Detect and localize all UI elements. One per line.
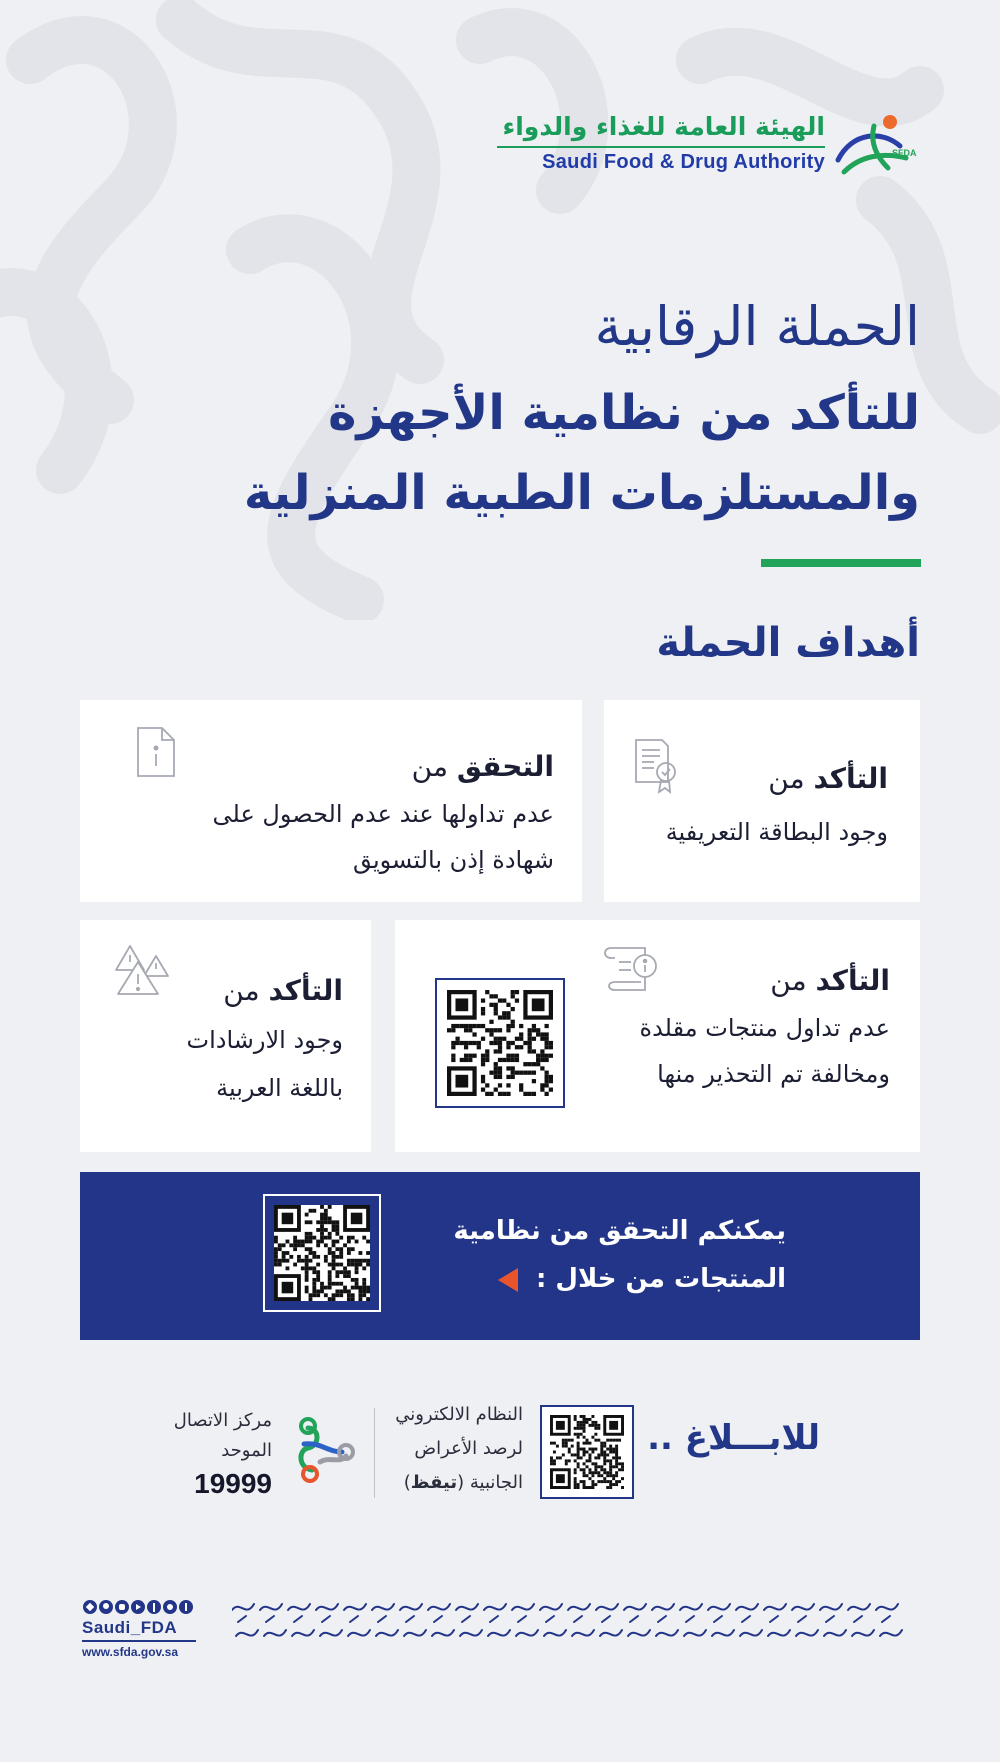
logo-english-name: Saudi Food & Drug Authority xyxy=(542,151,825,173)
wave-pattern-mark xyxy=(876,1604,902,1636)
report-system-line-3 xyxy=(404,1472,523,1493)
tayaqqadh-qr-code[interactable] xyxy=(540,1405,634,1499)
report-label: للابـــلاغ .. xyxy=(647,1418,820,1458)
wave-pattern-mark xyxy=(484,1604,510,1636)
wave-pattern-mark xyxy=(288,1604,314,1636)
verify-products-banner xyxy=(80,1172,920,1340)
goal-card-title-bold: التأكد xyxy=(815,964,890,997)
qr-code-pattern xyxy=(550,1415,624,1489)
wave-pattern-mark xyxy=(708,1604,734,1636)
info-scroll-icon xyxy=(601,944,659,996)
banner-qr-code[interactable] xyxy=(263,1194,381,1312)
wave-pattern-mark xyxy=(568,1604,594,1636)
wave-pattern-mark xyxy=(316,1604,342,1636)
goal-card-title-rest: من xyxy=(411,750,457,783)
goal-card-title-bold: التأكد xyxy=(813,762,888,795)
goal-card-text: عدم تداول منتجات مقلدة xyxy=(639,1014,890,1042)
wave-pattern-mark xyxy=(820,1604,846,1636)
goal-card-title-rest: من xyxy=(768,762,814,795)
wave-pattern-mark xyxy=(456,1604,482,1636)
info-document-icon xyxy=(136,726,176,778)
logo-divider xyxy=(497,146,825,148)
contact-center-line-1: مركز الاتصال xyxy=(173,1410,272,1431)
sfda-logo-icon xyxy=(830,112,920,182)
goal-card-text: وجود الارشادات xyxy=(186,1026,343,1054)
wave-pattern-mark xyxy=(372,1604,398,1636)
handle-underline xyxy=(82,1640,196,1642)
report-system-line-3-prefix: الجانبية ( xyxy=(457,1472,523,1493)
goal-card-title xyxy=(768,762,888,795)
wave-pattern-mark xyxy=(232,1604,258,1636)
contact-center-line-2: الموحد xyxy=(221,1440,272,1461)
wave-pattern-mark xyxy=(680,1604,706,1636)
goal-card-counterfeit-products xyxy=(395,920,920,1152)
wave-pattern-mark xyxy=(540,1604,566,1636)
unified-contact-center-icon xyxy=(290,1416,358,1486)
goals-heading: أهداف الحملة xyxy=(656,620,920,666)
wave-pattern-mark xyxy=(736,1604,762,1636)
wave-pattern-mark xyxy=(652,1604,678,1636)
goal-card-title-bold: التأكد xyxy=(268,974,343,1007)
goal-card-text: ومخالفة تم التحذير منها xyxy=(657,1060,890,1088)
wave-pattern-mark xyxy=(260,1604,286,1636)
arrow-left-icon xyxy=(498,1268,520,1292)
goal-card-text: شهادة إذن بالتسويق xyxy=(352,846,554,874)
goal-card-marketing-permit xyxy=(80,700,582,902)
campaign-title-line-3: والمستلزمات الطبية المنزلية xyxy=(243,465,920,521)
report-system-line-1: النظام الالكتروني xyxy=(395,1404,523,1425)
wave-pattern-mark xyxy=(400,1604,426,1636)
goal-card-arabic-instructions xyxy=(80,920,371,1152)
wave-pattern-mark xyxy=(344,1604,370,1636)
wave-pattern-mark xyxy=(512,1604,538,1636)
goal-card-title-bold: التحقق xyxy=(456,750,554,783)
goal-card-identification-label xyxy=(604,700,920,902)
wave-pattern-mark xyxy=(764,1604,790,1636)
certificate-document-icon xyxy=(632,738,680,794)
banner-text-line-2: المنتجات من خلال : xyxy=(535,1264,786,1294)
wave-pattern-mark xyxy=(792,1604,818,1636)
goal-card-text: باللغة العربية xyxy=(216,1074,343,1102)
logo-arabic-name: الهيئة العامة للغذاء والدواء xyxy=(502,112,825,141)
logo-badge: SFDA xyxy=(892,148,917,158)
warning-triangles-icon xyxy=(114,944,170,996)
goal-card-title xyxy=(770,964,890,997)
wave-pattern-mark xyxy=(428,1604,454,1636)
banner-text-line-1: يمكنكم التحقق من نظامية xyxy=(453,1216,786,1246)
goal-card-title xyxy=(412,750,554,783)
contact-phone-number[interactable]: 19999 xyxy=(194,1468,272,1499)
social-icons-row xyxy=(82,1598,196,1616)
wave-pattern-mark xyxy=(848,1604,874,1636)
tayaqqadh-name: تيقظ xyxy=(410,1472,458,1493)
website-link[interactable]: www.sfda.gov.sa xyxy=(82,1645,179,1659)
report-system-line-3-suffix: ) xyxy=(403,1472,411,1493)
goal-card-title-rest: من xyxy=(223,974,269,1007)
campaign-title-line-1: الحملة الرقابية xyxy=(594,295,920,358)
qr-code-pattern xyxy=(447,990,553,1096)
report-system-line-2: لرصد الأعراض xyxy=(414,1438,523,1459)
goal-card-title-rest: من xyxy=(770,964,816,997)
report-divider xyxy=(374,1408,375,1498)
wave-pattern-mark xyxy=(596,1604,622,1636)
product-check-qr-code[interactable] xyxy=(435,978,565,1108)
qr-code-pattern xyxy=(274,1205,370,1301)
footer-wave-pattern xyxy=(232,1596,918,1656)
wave-pattern-mark xyxy=(624,1604,650,1636)
campaign-title-line-2: للتأكد من نظامية الأجهزة xyxy=(328,385,920,441)
goal-card-title xyxy=(223,974,343,1007)
title-underline xyxy=(761,559,921,567)
goal-card-text: عدم تداولها عند عدم الحصول على xyxy=(212,800,554,828)
goal-card-text: وجود البطاقة التعريفية xyxy=(665,818,888,846)
social-handle[interactable]: Saudi_FDA xyxy=(82,1618,178,1637)
